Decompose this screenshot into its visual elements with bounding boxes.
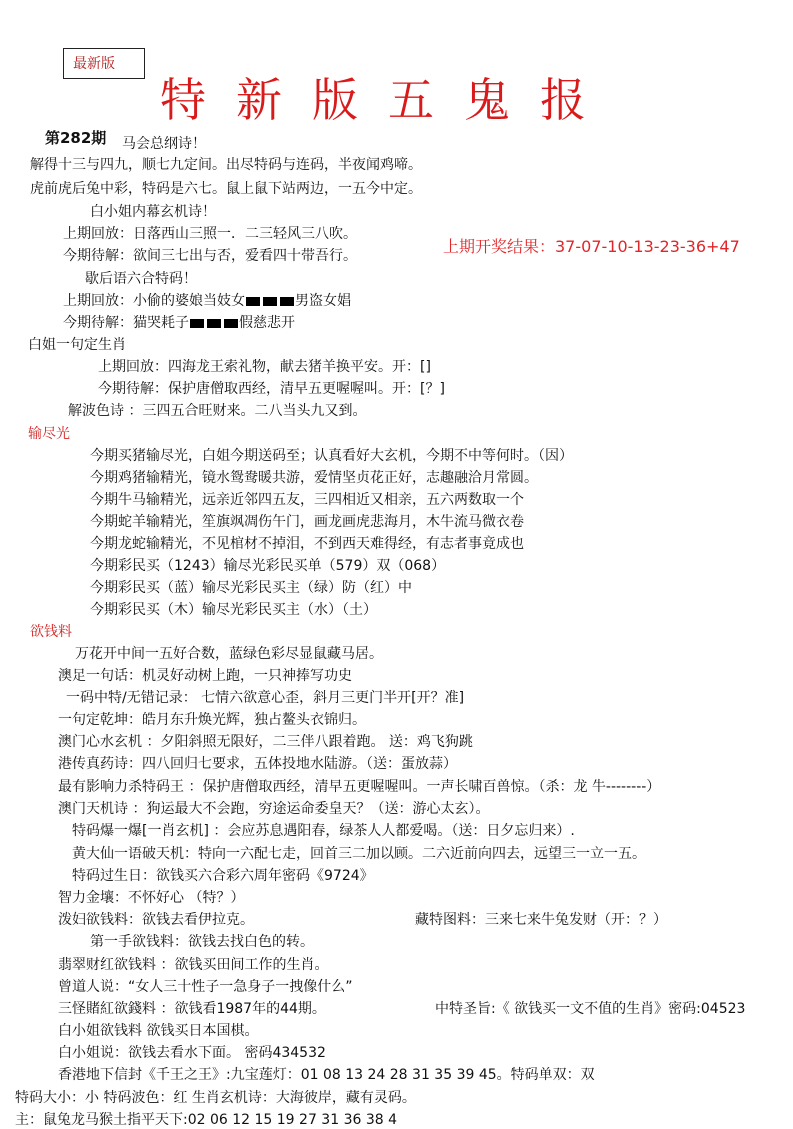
lose-line: 今期鸡猪输精光，镜水鸳鸯暖共游，爱情坚贞花正好，志趣融洽月常圆。 (90, 470, 538, 486)
riddle-line (63, 314, 295, 332)
riddle-text: 今期待解：猫哭耗子 (63, 315, 189, 331)
money-line: 一句定乾坤：皓月东升焕光辉，独占鳌头衣锦归。 (58, 712, 366, 728)
zodiac-line: 上期回放：四海龙王索礼物，献去猪羊换平安。开：[] (98, 359, 431, 375)
lose-line: 今期牛马输精光，远亲近邻四五友，三四相近又相亲，五六两数取一个 (90, 492, 524, 508)
section-title-zodiac: 白姐一句定生肖 (28, 337, 126, 353)
page-title: 特新版五鬼报 (160, 73, 616, 127)
poem-line: 虎前虎后兔中彩，特码是六七。鼠上鼠下站两边，一五今中定。 (30, 181, 422, 197)
last-draw-result: 上期开奖结果：37-07-10-13-23-36+47 (443, 237, 740, 256)
lose-line: 今期买猪输尽光，白姐今期送码至；认真看好大玄机，今期不中等何时。（因） (90, 448, 573, 464)
section-title-money: 欲钱料 (30, 624, 72, 640)
money-line: 最有影响力杀特码王 ：保护唐僧取西经，清早五更喔喔叫。一声长啸百兽惊。（杀：龙 牛--------） (58, 779, 661, 795)
lose-line: 今期彩民买（蓝）输尽光彩民买主（绿）防（红）中 (90, 580, 412, 596)
money-line: 泼妇欲钱料：欲钱去看伊拉克。 (58, 912, 254, 928)
poem-line: 上期回放：日落西山三照一．二三轻风三八吹。 (63, 226, 357, 242)
money-line: 三怪賭紅欲錢料 ：欲钱看1987年的44期。 (58, 1001, 326, 1017)
riddle-line (63, 292, 351, 310)
money-line: 澳门心水玄机 ：夕阳斜照无限好，二三伴八跟着跑。 送：鸡飞狗跳 (58, 734, 473, 750)
money-side-line: 藏特图料：三来七来牛兔发财（开：？） (415, 912, 667, 928)
lose-line: 今期龙蛇输精光，不见棺材不掉泪，不到西天难得经，有志者事竟成也 (90, 536, 524, 552)
money-line: 特码爆一爆[一肖玄机] ：会应苏息遇阳春，绿茶人人都爱喝。（送：日夕忘归来）. (72, 823, 575, 839)
money-line: 第一手欲钱料：欲钱去找白色的转。 (90, 934, 314, 950)
money-side-line: 中特圣旨:《 欲钱买一文不值的生肖》密码:04523 (435, 1001, 746, 1017)
poem-line: 解得十三与四九，顺七九定间。出尽特码与连码，半夜闻鸡啼。 (30, 157, 422, 173)
censor-bar (190, 319, 238, 328)
zodiac-line: 今期待解：保护唐僧取西经，清早五更喔喔叫。开：[？] (98, 381, 445, 397)
section-title-poem2: 白小姐内幕玄机诗！ (90, 204, 216, 220)
censor-bar (246, 297, 294, 306)
money-line: 白小姐说：欲钱去看水下面。 密码434532 (58, 1045, 326, 1061)
money-line: 白小姐欲钱料 欲钱买日本国棋。 (58, 1023, 259, 1039)
money-line: 澳门天机诗 ：狗运最大不会跑，穷途运命委皇天？（送：游心太玄）。 (58, 801, 490, 817)
money-line: 翡翠财红欲钱料 ：欲钱买田间工作的生肖。 (58, 957, 329, 973)
money-line: 智力金壤：不怀好心 （特？） (58, 890, 245, 906)
money-line: 曾道人说：“女人三十性子一急身子一拽像什么” (58, 979, 353, 995)
money-line: 香港地下信封《千王之王》:九宝莲灯：01 08 13 24 28 31 35 39 45。特码单双：双 (58, 1067, 595, 1083)
lose-line: 今期彩民买（1243）输尽光彩民买单（579）双（068） (90, 558, 446, 574)
money-line: 特码大小：小 特码波色：红 生肖玄机诗：大海彼岸，藏有灵码。 (15, 1090, 416, 1106)
issue-number: 第282期 (45, 129, 107, 147)
riddle-text: 上期回放：小偷的婆娘当妓女 (63, 293, 245, 309)
lose-line: 今期彩民买（木）输尽光彩民买主（水）（土） (90, 602, 377, 618)
money-line: 港传真药诗：四八回归七要求，五体投地水陆游。（送：蛋放蒜） (58, 756, 457, 772)
money-line: 万花开中间一五好合数，蓝绿色彩尽显鼠藏马居。 (75, 646, 383, 662)
section-title-poem1: 马会总纲诗！ (122, 136, 206, 152)
money-line: 一码中特/无错记录： 七情六欲意心歪，斜月三更门半开[开？准] (66, 690, 465, 706)
zodiac-line: 解波色诗 ：三四五合旺财来。二八当头九又到。 (68, 403, 367, 419)
section-title-riddle: 歇后语六合特码！ (85, 271, 197, 287)
money-line: 特码过生日：欲钱买六合彩六周年密码《9724》 (72, 868, 374, 884)
latest-edition-badge: 最新版 (63, 48, 145, 79)
poem-line: 今期待解：欲间三七出与否，爱看四十带吾行。 (63, 248, 357, 264)
money-line: 主：鼠兔龙马猴土指平天下:02 06 12 15 19 27 31 36 38 4 (15, 1112, 398, 1128)
money-line: 黄大仙一语破天机：特向一六配七走，回首三二加以顾。二六近前向四去，远望三一立一五。 (72, 846, 646, 862)
section-title-lose: 输尽光 (28, 426, 70, 442)
riddle-text: 假慈悲开 (239, 315, 295, 331)
riddle-text: 男盗女娼 (295, 293, 351, 309)
money-line: 澳足一句话：机灵好动树上跑，一只神捧写功史 (58, 668, 352, 684)
lose-line: 今期蛇羊输精光，笙旗飒凋伤午门，画龙画虎悲海月，木牛流马微衣卷 (90, 514, 524, 530)
